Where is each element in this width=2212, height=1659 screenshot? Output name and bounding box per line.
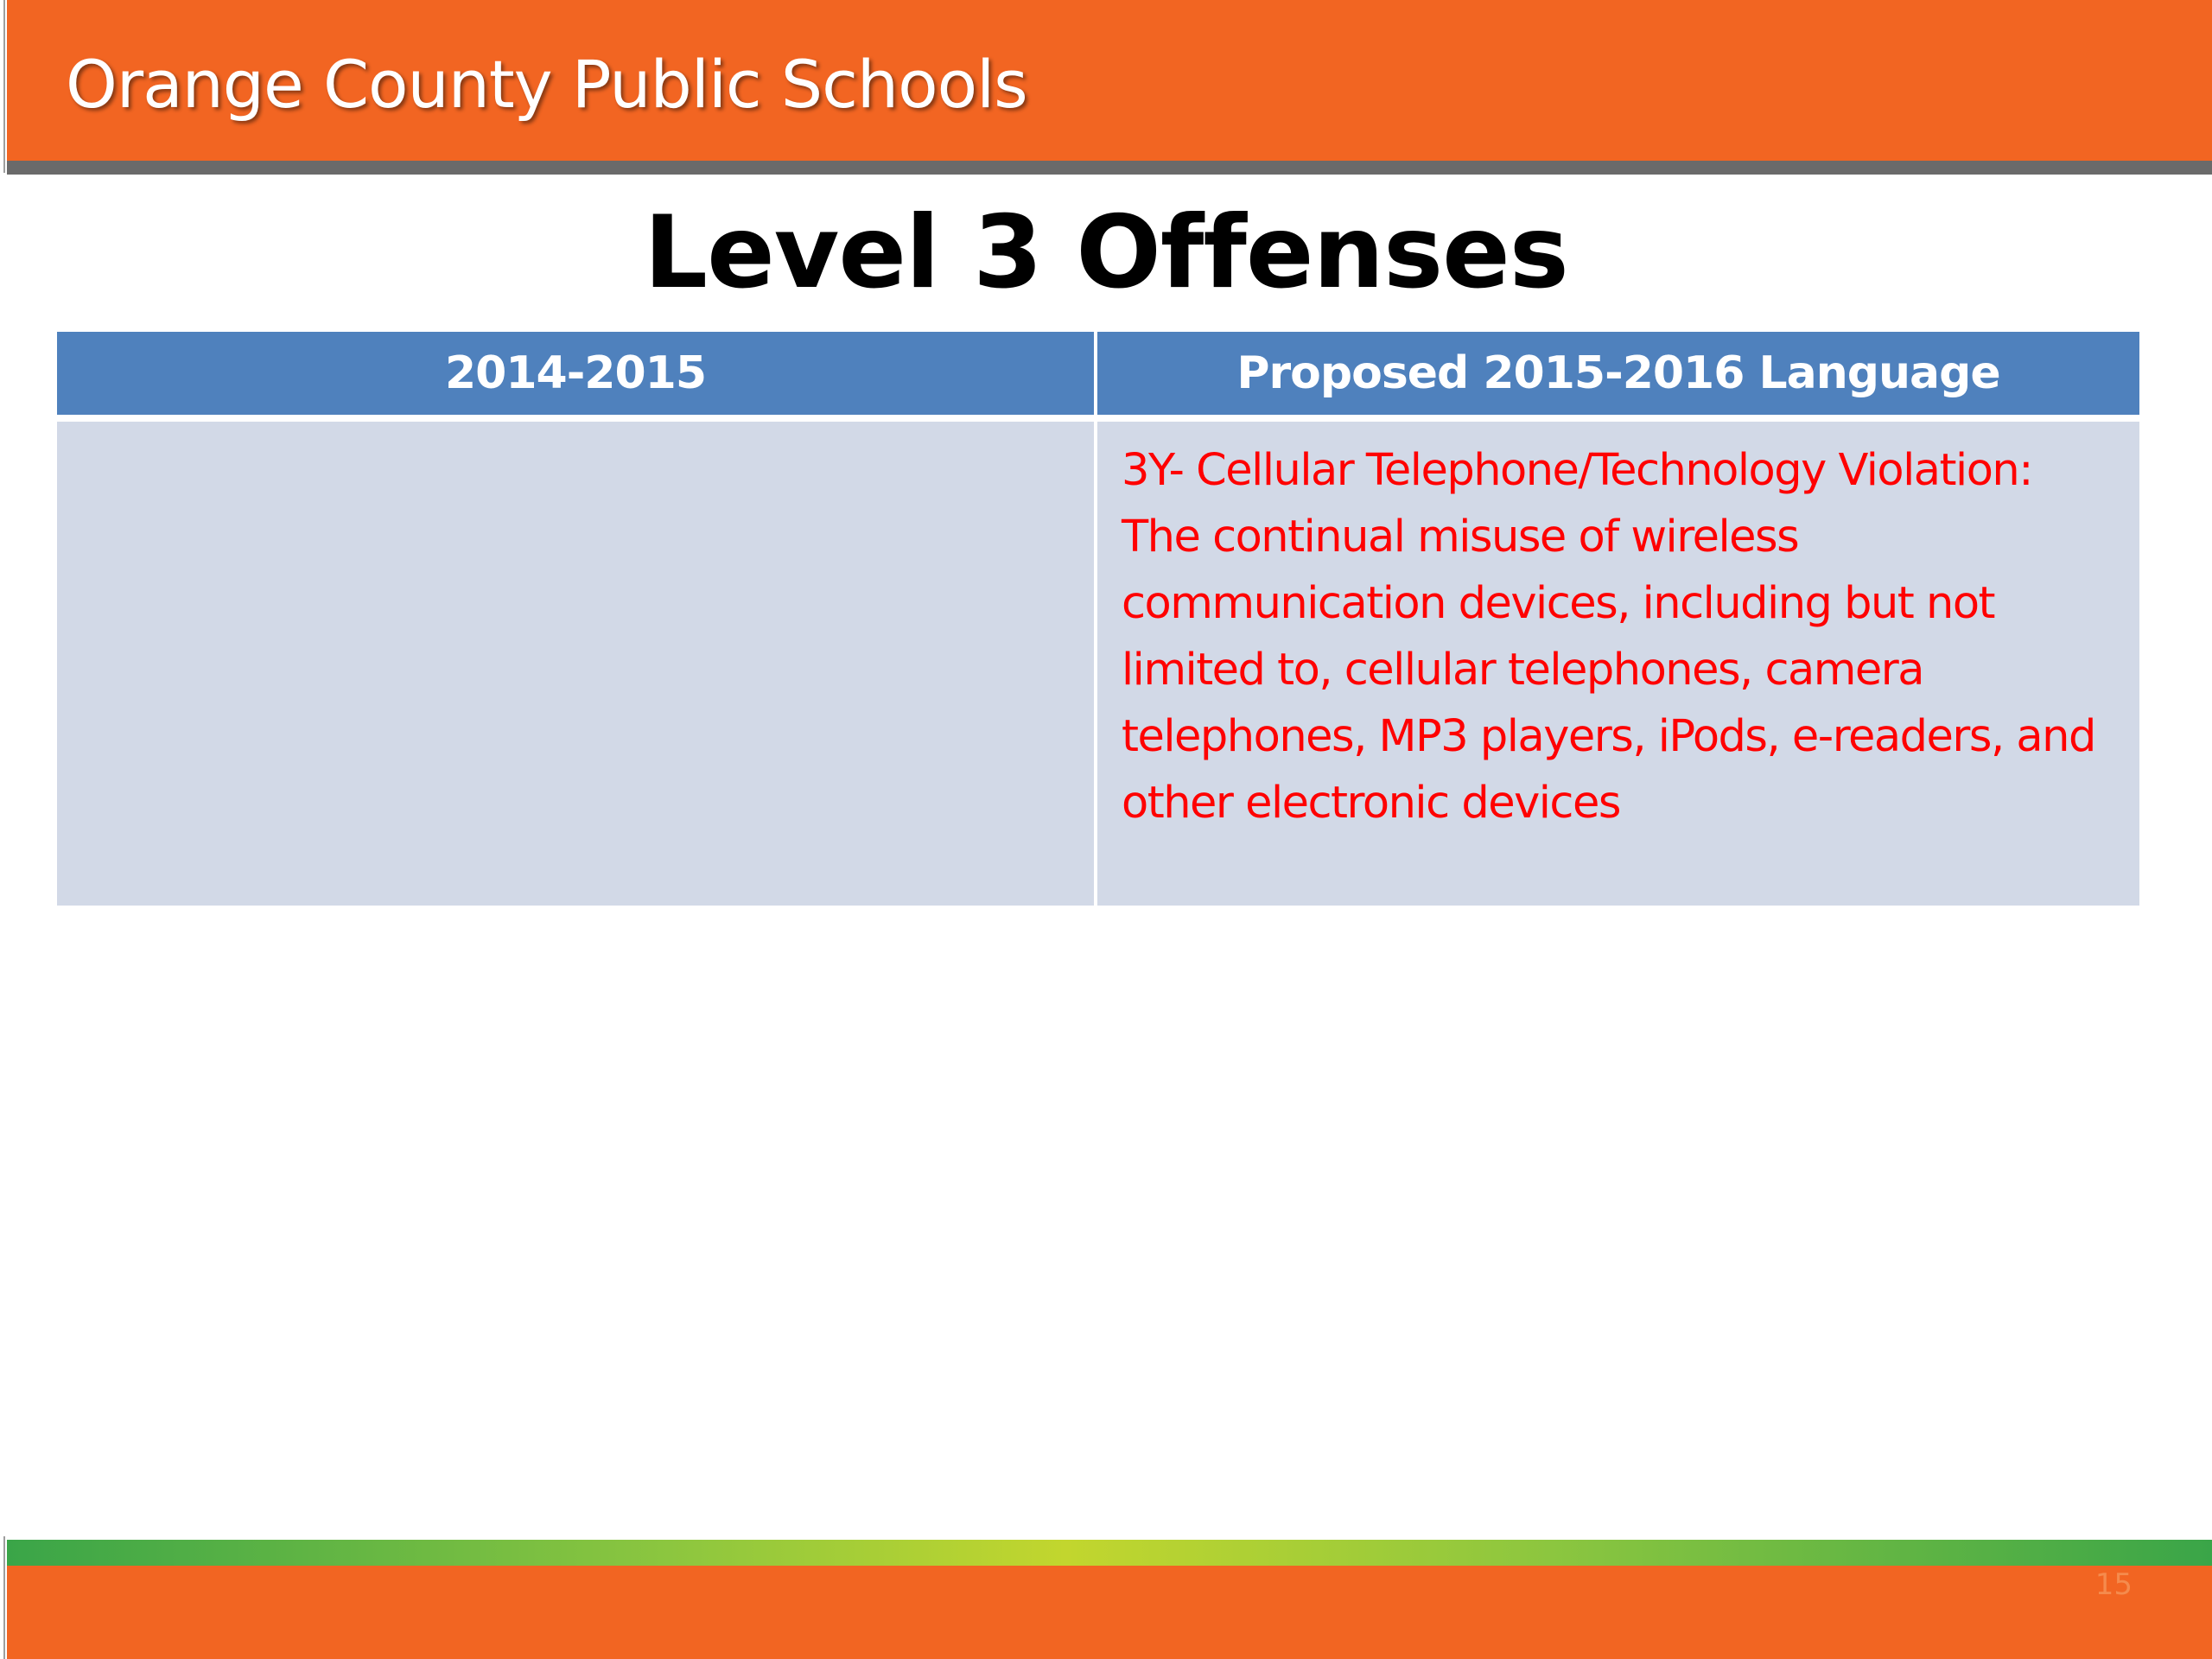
header-rule: [7, 161, 2212, 175]
column-header-2014-2015: 2014-2015: [57, 332, 1094, 415]
table-cell-2014-2015: [57, 422, 1094, 906]
footer-bar: [7, 1566, 2212, 1659]
left-edge-line-bottom: [3, 1536, 5, 1659]
table-cell-proposed-language: 3Y- Cellular Telephone/Technology Violation: The continual misuse of wireless communication devices, including but not limited to, cellular telephones, camera telephones, MP3 players, iPods, e-readers, and other electronic devices: [1097, 422, 2139, 906]
header-divider: [57, 415, 2139, 422]
slide-title: Level 3 Offenses: [644, 194, 1568, 311]
column-header-proposed-language: Proposed 2015-2016 Language: [1097, 332, 2139, 415]
column-divider: [1094, 332, 1097, 906]
offenses-table: [57, 332, 2139, 906]
left-edge-line-top: [3, 0, 5, 173]
page-number: 15: [2094, 1567, 2133, 1602]
organization-name: Orange County Public Schools: [66, 46, 1027, 123]
footer-green-stripe: [7, 1540, 2212, 1566]
